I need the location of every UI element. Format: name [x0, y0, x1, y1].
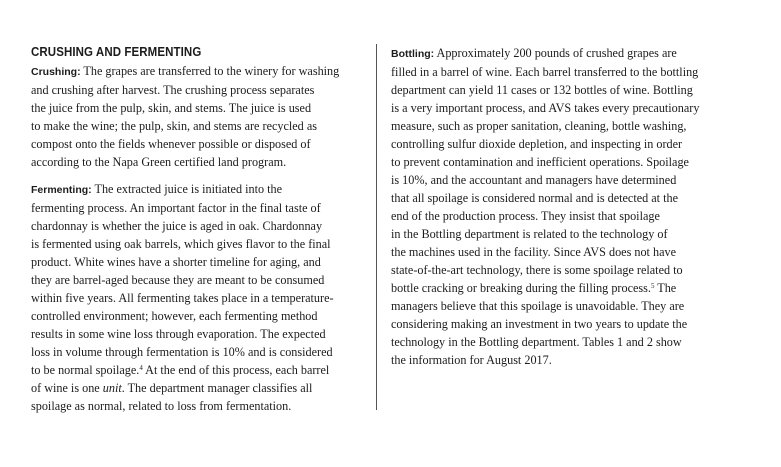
- bottling-line-5: measure, such as proper sanitation, cleaning, bottle washing,: [391, 119, 687, 133]
- bottling-line-3: department can yield 11 cases or 132 bottles of wine. Bottling: [391, 83, 693, 97]
- crushing-lead: Crushing:: [31, 66, 81, 78]
- section-heading: CRUSHING AND FERMENTING: [31, 45, 202, 59]
- crushing-line-6: according to the Napa Green certified land program.: [31, 155, 287, 169]
- fermenting-line-9: results in some wine loss through evaporation. The expected: [31, 327, 326, 341]
- bottling-line-12: the machines used in the facility. Since AVS does not have: [391, 245, 676, 259]
- crushing-line-3: the juice from the pulp, skin, and stems. The juice is used: [31, 101, 312, 115]
- bottling-line-4: is a very important process, and AVS takes every precautionary: [391, 101, 700, 115]
- bottling-line-9: that all spoilage is considered normal and is detected at the: [391, 191, 678, 205]
- fermenting-line-11: to be normal spoilage.$^4$ At the end of this process, each barrel: [31, 363, 330, 377]
- fermenting-line-3: chardonnay is whether the juice is aged in oak. Chardonnay: [31, 219, 323, 233]
- crushing-line-2: and crushing after harvest. The crushing process separates: [31, 83, 315, 97]
- bottling-line-16: considering making an investment in two years to update the: [391, 317, 688, 331]
- fermenting-line-2: fermenting process. An important factor in the final taste of: [31, 201, 321, 215]
- left-column: [31, 44, 363, 415]
- crushing-paragraph: [31, 62, 363, 171]
- unit-term: unit: [102, 381, 122, 395]
- fermenting-line-12: of wine is one unit. The department manager classifies all: [31, 381, 313, 395]
- column-divider: [376, 44, 377, 410]
- fermenting-line-13: spoilage as normal, related to loss from fermentation.: [31, 399, 292, 413]
- fermenting-line-4: is fermented using oak barrels, which gives flavor to the final: [31, 237, 331, 251]
- bottling-line-6: controlling sulfur dioxide depletion, and inspecting in order: [391, 137, 683, 151]
- bottling-paragraph: [391, 44, 721, 369]
- fermenting-lead: Fermenting:: [31, 184, 92, 196]
- bottling-line-17: technology in the Bottling department. Tables 1 and 2 show: [391, 335, 682, 349]
- fermenting-line-5: product. White wines have a shorter timeline for aging, and: [31, 255, 321, 269]
- right-column: [391, 44, 721, 369]
- bottling-line-7: to prevent contamination and inefficient operations. Spoilage: [391, 155, 689, 169]
- fermenting-line-6: they are barrel-aged because they are meant to be consumed: [31, 273, 325, 287]
- bottling-line-15: managers believe that this spoilage is unavoidable. They are: [391, 299, 685, 313]
- bottling-line-13: state-of-the-art technology, there is some spoilage related to: [391, 263, 683, 277]
- fermenting-paragraph: [31, 180, 363, 415]
- fermenting-line-7: within five years. All fermenting takes place in a temperature-: [31, 291, 334, 305]
- fermenting-line-8: controlled environment; however, each fermenting method: [31, 309, 318, 323]
- crushing-line-1: Crushing: The grapes are transferred to the winery for washing: [31, 64, 340, 78]
- bottling-line-8: is 10%, and the accountant and managers have determined: [391, 173, 677, 187]
- bottling-line-14: bottle cracking or breaking during the filling process.$^5$ The: [391, 281, 677, 295]
- bottling-line-1: Bottling: Approximately 200 pounds of crushed grapes are: [391, 46, 677, 60]
- bottling-lead: Bottling:: [391, 48, 435, 60]
- fermenting-line-10: loss in volume through fermentation is 10% and is considered: [31, 345, 333, 359]
- bottling-line-10: end of the production process. They insist that spoilage: [391, 209, 660, 223]
- footnote-5[interactable]: 5: [650, 282, 655, 290]
- crushing-line-4: to make the wine; the pulp, skin, and stems are recycled as: [31, 119, 317, 133]
- bottling-line-2: filled in a barrel of wine. Each barrel transferred to the bottling: [391, 65, 699, 79]
- footnote-4[interactable]: 4: [139, 364, 143, 372]
- fermenting-line-1: Fermenting: The extracted juice is initiated into the: [31, 182, 282, 196]
- bottling-line-18: the information for August 2017.: [391, 353, 552, 367]
- crushing-line-5: compost onto the fields whenever possible or disposed of: [31, 137, 311, 151]
- bottling-line-11: in the Bottling department is related to the technology of: [391, 227, 668, 241]
